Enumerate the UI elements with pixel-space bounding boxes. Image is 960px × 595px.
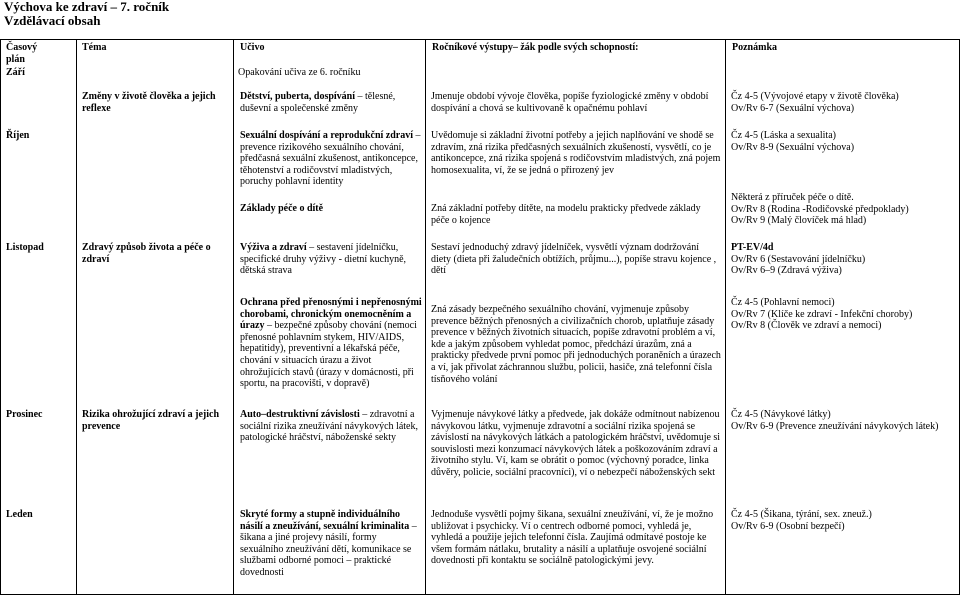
row4-outcomes: Zná zásady bezpečného sexuálního chování, vyjmenuje způsoby prevence běžných přenosných a civilizačních chorob, uplatňuje zásady prevence v běžných životních situacích, popíše zdravotní problém a ví, kde a jakým způsobem vyhledat pomoc, předchází úrazům, zná a prakticky předvede první pomoc při jednoduchých poraněních a úrazech a ví, jak přivolat záchrannou službu, policii, hasiče, zná telefonní čísla tísňového volání [431,304,721,385]
table-top-border [0,39,960,40]
row3-note-2: Ov/Rv 6 (Sestavování jídelníčku) [731,253,866,265]
row5-content: Auto–destruktivní závislosti – zdravotní a sociální rizika zneužívání návykových látek, patologické hráčství, náboženské sekty [240,409,418,444]
header-outcomes: Ročníkové výstupy– žák podle svých schopností: [432,42,639,53]
row2-content-2: Základy péče o dítě [240,203,324,214]
row2-note-2: Ov/Rv 8-9 (Sexuální výchova) [731,141,855,153]
row4-content: Ochrana před přenosnými i nepřenosnými chorobami, chronickým onemocněním a úrazy – bezpečné způsoby chování (nemoci přenosné pohlavním stykem, HIV/AIDS, hepatitidy), preventivní a lékařská péče, chování v situacích úrazu a život ohrožujících stavů (úrazy v domácnosti, při sportu, na pracovišti, v dopravě) [240,297,422,390]
intro-content: Opakování učiva ze 6. ročníku [238,67,361,78]
column-divider-1 [76,39,77,595]
header-period: Časový plán [6,42,38,65]
document-title-line1: Výchova ke zdraví – 7. ročník [4,0,170,14]
document-title [4,0,169,28]
column-divider-2 [233,39,234,595]
row3-topic: Zdravý způsob života a péče o zdraví [82,242,211,265]
row1-notes [731,91,957,114]
row3-content: Výživa a zdraví – sestavení jídelníčku, specifické druhy výživy - dietní kuchyně, dětská strava [240,242,407,277]
row6-outcomes: Jednoduše vysvětlí pojmy šikana, sexuální zneužívání, ví, že je možno ubližovat i psychicky. Ví o centrech odborné pomoci, vyhledá je, vyhledá a použije jejich telefonní čísla. Zaujímá odmítavé postoje ke všem formám nátlaku, brutality a násilí a uplatňuje osvojené sociální dovednosti při kontaktu se sociálně patologickými jevy. [431,509,714,567]
row1-topic: Změny v životě člověka a jejich reflexe [82,91,216,114]
row1-outcomes: Jmenuje období vývoje člověka, popíše fyziologické změny v období dospívání a chová se kultivovaně k opačnému pohlaví [431,91,709,114]
row6-note-1: Čz 4-5 (Šikana, týrání, sex. zneuž.) [731,509,872,520]
column-divider-4 [725,39,726,595]
row6-content: Skryté formy a stupně individuálního násilí a zneužívání, sexuální kriminalita – šikana a jiné projevy násilí, formy sexuálního zneužívání dětí, komunikace se službami odborné pomoci – praktické dovednosti [240,509,417,578]
row1-content: Dětství, puberta, dospívání – tělesné, duševní a společenské změny [240,91,396,114]
row2-notes-1 [731,130,957,153]
row2-note-4: Ov/Rv 8 (Rodina -Rodičovské předpoklady) [731,203,909,215]
month-prosinec: Prosinec [6,409,43,420]
month-zari: Září [6,67,25,78]
row3-note-3: Ov/Rv 6–9 (Zdravá výživa) [731,265,842,277]
row3-note-1: PT-EV/4d [731,242,774,253]
row5-outcomes: Vyjmenuje návykové látky a předvede, jak dokáže odmítnout nabízenou návykovou látku, vyjmenuje zdravotní a sociální rizika spojená se závislostí na návykových látkách a patologickém hráčství, uvědomuje si souvislosti mezi konzumací návykových látek a poškozováním zdraví a životního stylu. Ví, kam se obrátit o pomoc (výchovný poradce, linka důvěry, policie, sociální pracovníci), ví o nebezpečí náboženských sekt [431,409,721,478]
row2-note-1: Čz 4-5 (Láska a sexualita) [731,130,836,141]
header-topic: Téma [82,42,107,53]
row5-topic: Rizika ohrožující zdraví a jejich prevence [82,409,220,432]
row5-note-1: Čz 4-5 (Návykové látky) [731,409,831,420]
row2-note-3: Některá z příruček péče o dítě. [731,192,854,203]
row1-note-2: Ov/Rv 6-7 (Sexuální výchova) [731,102,855,114]
row2-notes-2 [731,192,957,227]
row3-notes [731,242,957,277]
row2-outcomes-2: Zná základní potřeby dítěte, na modelu prakticky předvede základy péče o kojence [431,203,701,226]
header-content: Učivo [240,42,265,53]
row4-note-2: Ov/Rv 7 (Klíče ke zdraví - Infekční choroby) [731,308,913,320]
row2-outcomes-1: Uvědomuje si základní životní potřeby a jejich naplňování ve shodě se zdravím, zná rizika předčasných sexuálních zkušeností, vysvětlí, co je antikoncepce, zná rizika spojená s rodičovstvím mladistvých, zná pojem homosexualita, ví, že se jedná o přirozený jev [431,130,721,176]
row2-content: Sexuální dospívání a reprodukční zdraví – prevence rizikového sexuálního chování, předčasná sexuální zkušenost, antikoncepce, těhotenství a rodičovství mladistvých, poruchy pohlavní identity [240,130,421,188]
row3-outcomes: Sestaví jednoduchý zdravý jídelníček, vysvětlí význam dodržování diety (dieta při žaludečních obtížích, průjmu...), popíše stravu kojence , dětí [431,242,717,277]
row6-notes [731,509,957,532]
table-left-border [0,39,1,595]
row4-note-3: Ov/Rv 8 (Člověk ve zdraví a nemoci) [731,320,882,332]
column-divider-3 [425,39,426,595]
row4-notes [731,297,957,332]
document-title-line2: Vzdělávací obsah [4,13,101,28]
row5-note-2: Ov/Rv 6-9 (Prevence zneužívání návykových látek) [731,420,939,432]
row6-note-2: Ov/Rv 6-9 (Osobní bezpečí) [731,520,845,532]
row2-note-5: Ov/Rv 9 (Malý človíček má hlad) [731,215,867,227]
row5-notes [731,409,957,432]
month-rijen: Říjen [6,130,30,141]
month-leden: Leden [6,509,33,520]
row1-note-1: Čz 4-5 (Vývojové etapy v životě člověka) [731,91,899,102]
header-note: Poznámka [732,42,777,53]
month-listopad: Listopad [6,242,44,253]
row4-note-1: Čz 4-5 (Pohlavní nemoci) [731,297,835,308]
